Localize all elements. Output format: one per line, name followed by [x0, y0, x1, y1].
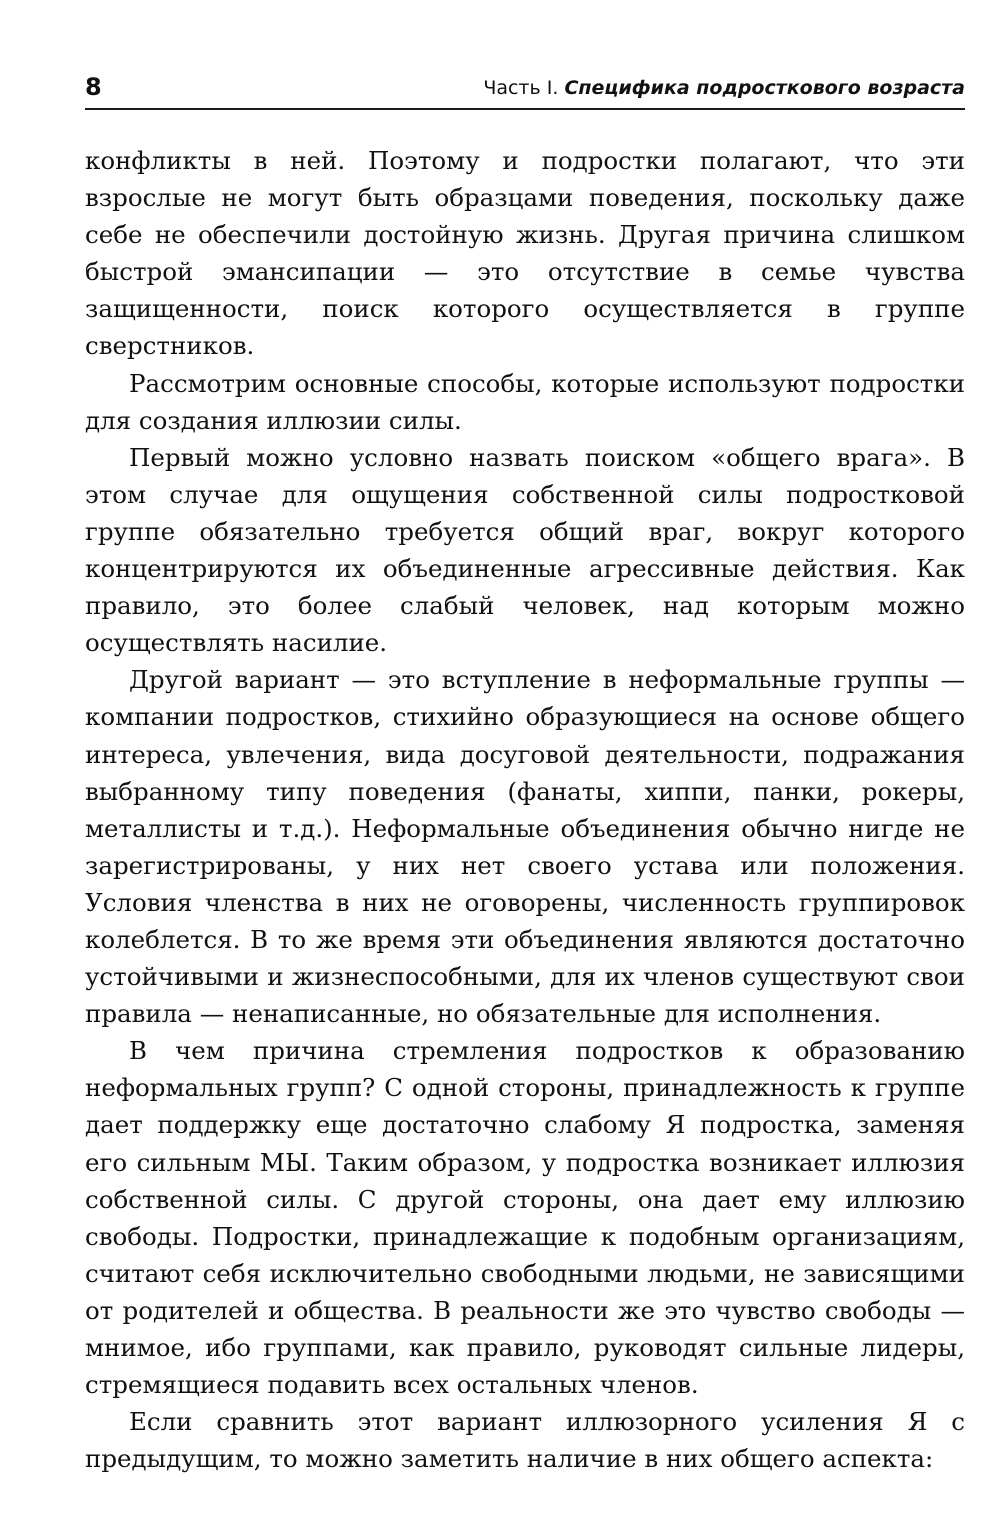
paragraph: Если сравнить этот вариант иллюзорного усиления Я с предыдущим, то можно заметить наличие в них общего аспекта:: [85, 1407, 965, 1474]
part-label: Часть I.: [483, 77, 559, 99]
paragraph: В чем причина стремления подростков к образованию неформальных групп? С одной стороны, принадлежность к группе дает поддержку еще достаточно слабому Я подростка, заменяя его сильным МЫ. Таким образом, у подростка возникает иллюзия собственной силы. С другой стороны, она дает ему иллюзию свободы. Подростки, принадлежащие к подобным организациям, считают себя исключительно свободными людьми, не зависящими от родителей и общества. В реальности же это чувство свободы — мнимое, ибо группами, как правило, руководят сильные лидеры, стремящиеся подавить всех остальных членов.: [85, 1036, 965, 1400]
chapter-header-title: [483, 74, 965, 102]
paragraph: Первый можно условно назвать поиском «общего врага». В этом случае для ощущения собственной силы подростковой группе обязательно требуется общий враг, вокруг которого концентрируются их объединенные агрессивные действия. Как правило, это более слабый человек, над которым можно осуществлять насилие.: [85, 442, 965, 658]
part-topic: Специфика подросткового возраста: [564, 77, 965, 99]
paragraph: Другой вариант — это вступление в неформальные группы — компании подростков, стихийно образующиеся на основе общего интереса, увлечения, вида досуговой деятельности, подражания выбранному типу поведения (фанаты, хиппи, панки, рокеры, металлисты и т.д.). Неформальные объединения обычно нигде не зарегистрированы, у них нет своего устава или положения. Условия членства в них не оговорены, численность группировок колеблется. В то же время эти объединения являются достаточно устойчивыми и жизнеспособными, для их членов существуют свои правила — ненаписанные, но обязательные для исполнения.: [85, 665, 965, 1029]
page-number: 8: [85, 73, 102, 101]
paragraph-continued: конфликты в ней. Поэтому и подростки полагают, что эти взрослые не могут быть образцами поведения, поскольку даже себе не обеспечили достойную жизнь. Другая причина слишком быстрой эмансипации — это отсутствие в семье чувства защищенности, поиск которого осуществляется в группе сверстников.: [85, 146, 965, 361]
body-text: [85, 142, 965, 1477]
paragraph: Рассмотрим основные способы, которые используют подростки для создания иллюзии силы.: [85, 368, 965, 435]
running-header: [85, 70, 965, 110]
